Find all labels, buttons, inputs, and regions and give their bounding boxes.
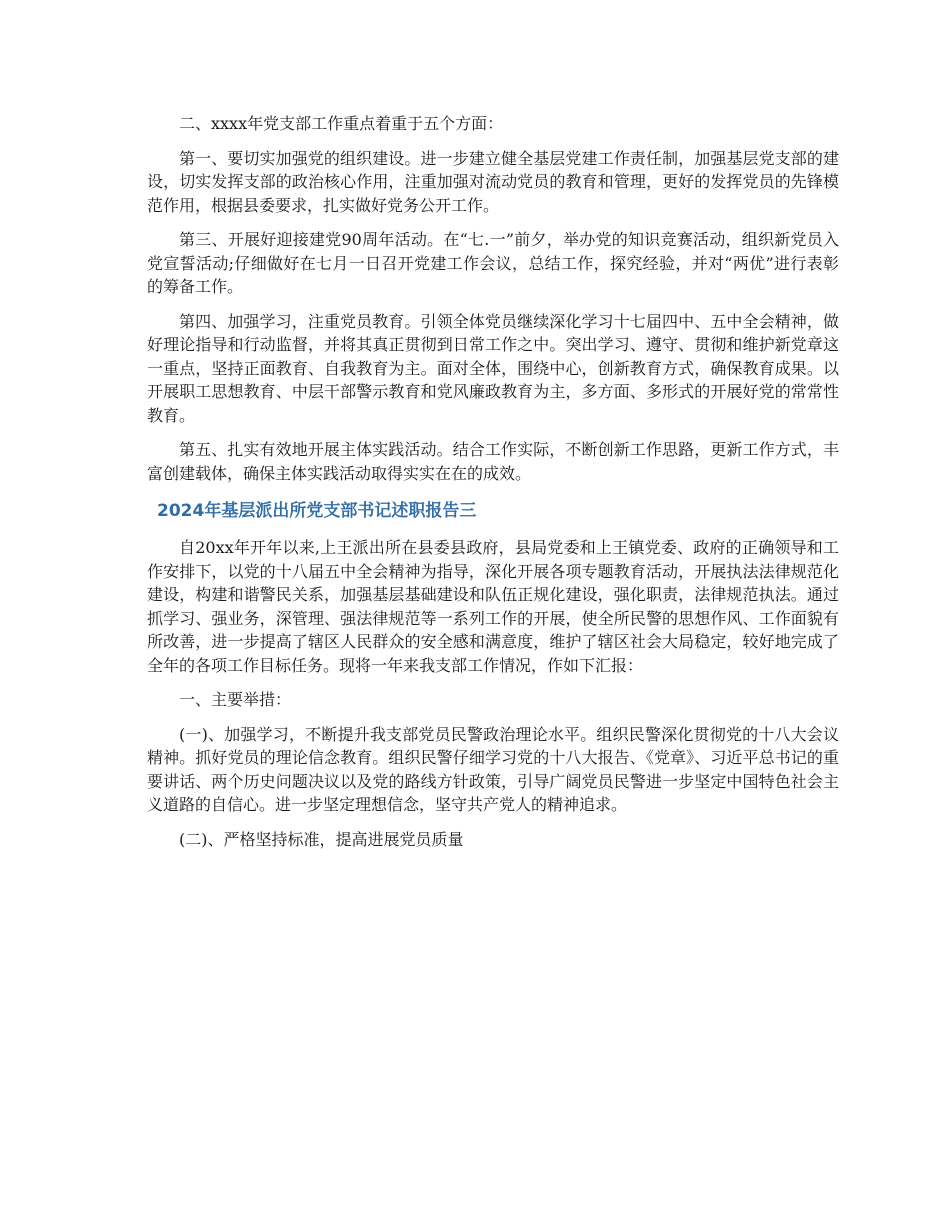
report-heading: 2024年基层派出所党支部书记述职报告三 bbox=[157, 501, 477, 521]
section-intro: 二、xxxx年党支部工作重点着重于五个方面： bbox=[179, 114, 504, 133]
paragraph-opening: 自20xx年开年以来,上王派出所在县委县政府，县局党委和上王镇党委、政府的正确领导和工作安排下，以党的十八届五中全会精神为指导，深化开展各项专题教育活动，开展执法法律规范化建设，构建和谐警民关系，加强基层基础建设和队伍正规化建设，强化职责，法律规范执法。通过抓学习、强业务，深管理、强法律规范等一系列工作的开展，使全所民警的思想作风、工作面貌有所改善，进一步提高了辖区人民群众的安全感和满意度，维护了辖区社会大局稳定，较好地完成了全年的各项工作目标任务。现将一年来我支部工作情况，作如下汇报： bbox=[147, 538, 839, 675]
paragraph-third: 第三、开展好迎接建党90周年活动。在“七.一”前夕，举办党的知识竞赛活动，组织新党员入党宣誓活动;仔细做好在七月一日召开党建工作会议，总结工作，探究经验，并对“两优”进行表彰的筹备工作。 bbox=[147, 230, 839, 296]
document-body bbox=[147, 112, 839, 862]
paragraph-first: 第一、要切实加强党的组织建设。进一步建立健全基层党建工作责任制，加强基层党支部的建设，切实发挥支部的政治核心作用，注重加强对流动党员的教育和管理，更好的发挥党员的先锋模范作用，根据县委要求，扎实做好党务公开工作。 bbox=[147, 148, 839, 215]
paragraph-item-1: (一)、加强学习，不断提升我支部党员民警政治理论水平。组织民警深化贯彻党的十八大会议精神。抓好党员的理论信念教育。组织民警仔细学习党的十八大报告、《党章》、习近平总书记的重要讲话、两个历史问题决议以及党的路线方针政策，引导广阔党员民警进一步坚定中国特色社会主义道路的自信心。进一步坚定理想信念，坚守共产党人的精神追求。 bbox=[147, 724, 839, 814]
paragraph-item-2: (二)、严格坚持标准，提高进展党员质量 bbox=[179, 829, 464, 849]
paragraph-measures: 一、主要举措： bbox=[179, 690, 292, 709]
paragraph-fourth: 第四、加强学习，注重党员教育。引领全体党员继续深化学习十七届四中、五中全会精神，做好理论指导和行动监督，并将其真正贯彻到日常工作之中。突出学习、遵守、贯彻和维护新党章这一重点，坚持正面教育、自我教育为主。面对全体，围绕中心，创新教育方式，确保教育成果。以开展职工思想教育、中层干部警示教育和党风廉政教育为主，多方面、多形式的开展好党的常常性教育。 bbox=[147, 311, 839, 425]
paragraph-fifth: 第五、扎实有效地开展主体实践活动。结合工作实际，不断创新工作思路，更新工作方式，丰富创建载体，确保主体实践活动取得实实在在的成效。 bbox=[147, 440, 839, 483]
